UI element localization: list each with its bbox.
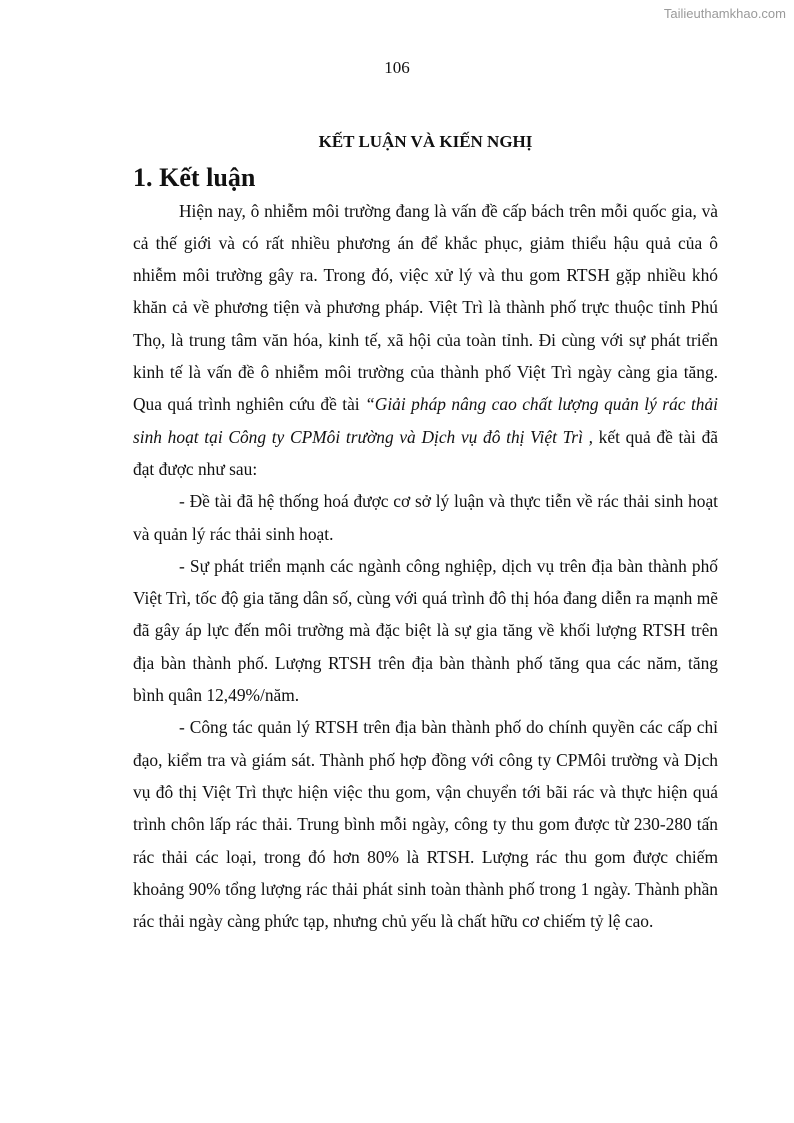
paragraph-1-text: Hiện nay, ô nhiễm môi trường đang là vấn đề cấp bách trên mỗi quốc gia, và cả thế giới và có rất nhiều phương án để khắc phục, giảm thiểu hậu quả của ô nhiễm môi trường gây ra. Trong đó, việc xử lý và thu gom RTSH gặp nhiều khó khăn cả về phương tiện và phương pháp. Việt Trì là thành phố trực thuộc tỉnh Phú Thọ, là trung tâm văn hóa, kinh tế, xã hội của toàn tỉnh. Đi cùng với sự phát triển kinh tế là vấn đề ô nhiễm môi trường của thành phố Việt Trì ngày càng gia tăng. Qua quá trình nghiên cứu đề tài (133, 200, 718, 415)
document-body (133, 126, 718, 937)
page-number: 106 (384, 58, 410, 77)
paragraph-1 (133, 195, 718, 486)
paragraph-4: - Công tác quản lý RTSH trên địa bàn thành phố do chính quyền các cấp chỉ đạo, kiểm tra và giám sát. Thành phố hợp đồng với công ty CPMôi trường và Dịch vụ đô thị Việt Trì thực hiện việc thu gom, vận chuyển tới bãi rác và thực hiện quá trình chôn lấp rác thải. Trung bình mỗi ngày, công ty thu gom được từ 230-280 tấn rác thải các loại, trong đó hơn 80% là RTSH. Lượng rác thu gom được chiếm khoảng 90% tổng lượng rác thải phát sinh toàn thành phố trong 1 ngày. Thành phần rác thải ngày càng phức tạp, nhưng chủ yếu là chất hữu cơ chiếm tỷ lệ cao. (133, 717, 718, 932)
paragraph-3: - Sự phát triển mạnh các ngành công nghiệp, dịch vụ trên địa bàn thành phố Việt Trì, tốc độ gia tăng dân số, cùng với quá trình đô thị hóa đang diễn ra mạnh mẽ đã gây áp lực đến môi trường mà đặc biệt là sự gia tăng về khối lượng RTSH trên địa bàn thành phố. Lượng RTSH trên địa bàn thành phố tăng qua các năm, tăng bình quân 12,49%/năm. (133, 555, 718, 706)
paragraph-1-tail: kết quả đề tài đã đạt được như sau: (133, 426, 718, 479)
thesis-title-italic: “Giải pháp nâng cao chất lượng quản lý rác thải sinh hoạt tại Công ty CPMôi trường và Dịch vụ đô thị Việt Trì , (133, 394, 719, 447)
section-heading: 1. Kết luận (133, 163, 256, 193)
watermark: Tailieuthamkhao.com (663, 6, 786, 21)
paragraph-2: - Đề tài đã hệ thống hoá được cơ sở lý luận và thực tiễn về rác thải sinh hoạt và quản lý rác thải sinh hoạt. (133, 491, 718, 544)
page-title: KẾT LUẬN VÀ KIẾN NGHỊ (318, 132, 533, 151)
